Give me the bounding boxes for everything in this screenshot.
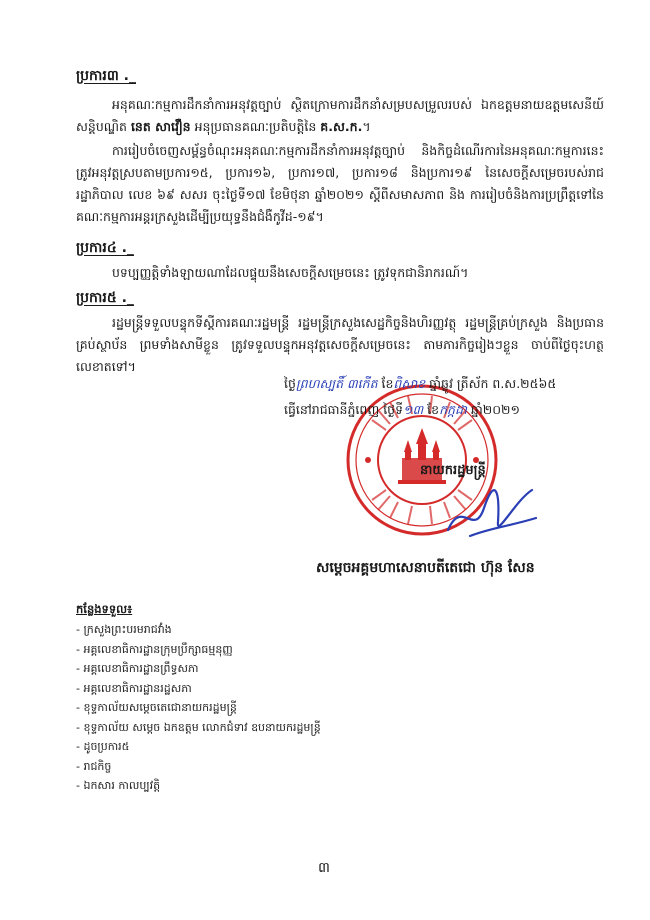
list-item: - រាជកិច្ច (76, 759, 112, 773)
handwritten-signature-icon (440, 478, 540, 548)
handwritten-lunar-month: ពិសាខ (393, 376, 426, 391)
date-place: ធ្វើនៅរាជធានីភ្នំពេញ ថ្ងៃទី (284, 402, 404, 417)
article-3-heading: ប្រការ៣ ._ (76, 68, 136, 84)
official-name: នេត សាវឿន (130, 119, 191, 134)
solar-date-line (284, 402, 520, 421)
recipients-heading: កន្លែងទទួល៖ (76, 602, 133, 616)
handwritten-day: ១៣ (403, 402, 424, 417)
article-4-paragraph: បទប្បញ្ញត្តិទាំងឡាយណាដែលផ្ទុយនឹងសេចក្តីសម្រេចនេះ ត្រូវទុកជានិរាករណ៍។ (112, 265, 469, 280)
date-month-word: ខែ (377, 376, 394, 391)
article-3-text: អនុគណៈកម្មការដឹកនាំការអនុវត្តច្បាប់ ស្ថិតក្រោមការដឹកនាំសម្របសម្រួលរបស់ ឯកឧត្តមនាយឧត្តមសេនីយ៍សន្តិបណ្ឌិត (76, 97, 604, 134)
date-year: ឆ្នាំឆ្លូវ ត្រីស័ក ព.ស.២៥៦៥ (425, 376, 557, 391)
handwritten-month: កក្កដា (439, 402, 467, 417)
list-item: - អគ្គលេខាធិការដ្ឋានព្រឹទ្ធសភា (76, 662, 199, 675)
signer-title: នាយករដ្ឋមន្ត្រី (420, 463, 486, 478)
signer-name: សម្តេចអគ្គមហាសេនាបតីតេជោ ហ៊ុន សែន (316, 560, 535, 576)
date-year-2: ឆ្នាំ២០២១ (466, 402, 520, 417)
recipients-list (76, 620, 321, 796)
lunar-date-line (284, 376, 556, 395)
article-4-heading: ប្រការ៤ ._ (76, 240, 134, 256)
article-5-heading: ប្រការ៥ ._ (76, 290, 134, 306)
article-3-text-3: ។ (362, 119, 371, 134)
date-prefix: ថ្ងៃ (284, 376, 296, 391)
list-item: - ខុទ្ទកាល័យ សម្តេច ឯកឧត្តម លោកជំទាវ ឧបនាយករដ្ឋមន្ត្រី (76, 720, 321, 734)
article-5-paragraph: រដ្ឋមន្ត្រីទទួលបន្ទុកទីស្តីការគណៈរដ្ឋមន្ត្រី រដ្ឋមន្ត្រីក្រសួងសេដ្ឋកិច្ចនិងហិរញ្ញវត្ថុ រដ្ឋមន្ត្រីគ្រប់ក្រសួង និងប្រធានគ្រប់ស្ថាប័ន ព្រមទាំងសាមីខ្លួន ត្រូវទទួលបន្ទុកអនុវត្តសេចក្តីសម្រេចនេះ តាមភារកិច្ចរៀងៗខ្លួន ចាប់ពីថ្ងៃចុះហត្ថលេខាតទៅ។ (76, 315, 604, 374)
handwritten-lunar-day: ព្រហស្បតិ៍ ៣កើត (295, 376, 378, 391)
list-item: - ខុទ្ទកាល័យសម្តេចតេជោនាយករដ្ឋមន្ត្រី (76, 701, 237, 714)
article-3-paragraph-1 (76, 94, 604, 138)
article-3-text-2: អនុប្រធានគណៈប្រតិបត្តិនៃ (190, 119, 321, 134)
list-item: - ដូចប្រការ៥ (76, 740, 130, 753)
committee-abbr: គ.ស.ក. (320, 119, 363, 134)
date-month-word-2: ខែ (423, 402, 440, 417)
page-number: ៣ (318, 860, 330, 876)
list-item: - អគ្គលេខាធិការដ្ឋានក្រុមប្រឹក្សាធម្មនុញ្ញ (76, 642, 233, 656)
article-3-paragraph-2: ការរៀបចំចេញសម្ព័ន្ធចំណុះអនុគណៈកម្មការដឹកនាំការអនុវត្តច្បាប់ និងកិច្ចដំណើរការនៃអនុគណៈកម្មការនេះ ត្រូវអនុវត្តស្របតាមប្រការ១៥, ប្រការ១៦, ប្រការ១៧, ប្រការ១៨ និងប្រការ១៩ នៃសេចក្តីសម្រេចរបស់រាជរដ្ឋាភិបាល លេខ ៦៩ សសរ ចុះថ្ងៃទី១៧ ខែមិថុនា ឆ្នាំ២០២១ ស្តីពីសមាសភាព និង ការរៀបចំនិងការប្រព្រឹត្តទៅនៃគណៈកម្មការអន្តរក្រសួងដើម្បីប្រយុទ្ធនឹងជំងឺកូវីដ-១៩។ (76, 143, 604, 224)
list-item: - ឯកសារ កាលប្បវត្តិ (76, 779, 161, 792)
list-item: - អគ្គលេខាធិការដ្ឋានរដ្ឋសភា (76, 681, 192, 695)
list-item: - ក្រសួងព្រះបរមរាជវាំង (76, 623, 172, 636)
